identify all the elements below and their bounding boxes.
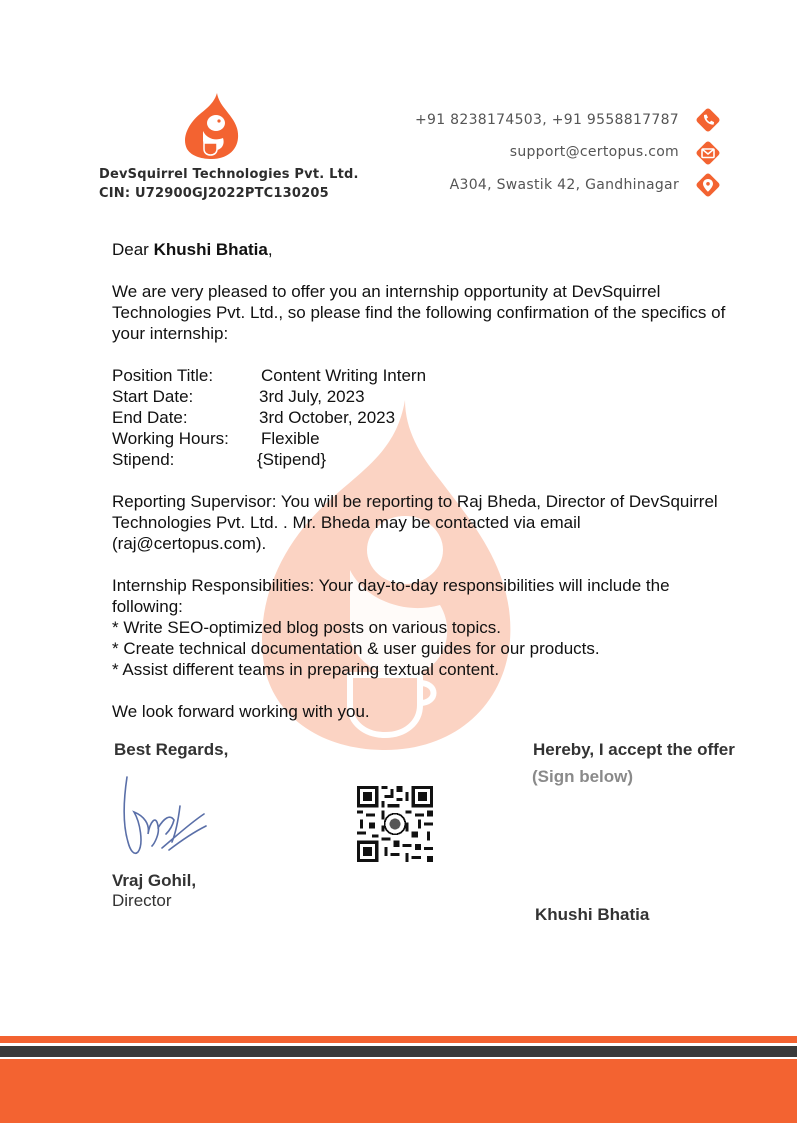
detail-value: {Stipend}	[257, 450, 327, 469]
contact-phone: +91 8238174503, +91 9558817787	[414, 112, 679, 128]
sign-below-text: (Sign below)	[532, 767, 634, 786]
footer-band	[0, 1059, 797, 1123]
location-icon	[694, 171, 722, 199]
internship-details	[112, 365, 732, 470]
footer-stripe-dark	[0, 1046, 797, 1057]
detail-value: 3rd October, 2023	[259, 408, 396, 427]
responsibilities-intro: Internship Responsibilities: Your day-to-day responsibilities will include the following:	[112, 576, 670, 616]
detail-start-date	[112, 386, 732, 407]
best-regards: Best Regards,	[114, 740, 229, 759]
mail-icon	[694, 139, 722, 167]
list-item: * Assist different teams in preparing textual content.	[112, 660, 500, 679]
detail-label: Working Hours:	[112, 429, 229, 448]
detail-value: Content Writing Intern	[261, 366, 427, 385]
list-item: * Write SEO-optimized blog posts on various topics.	[112, 618, 501, 637]
greeting	[112, 239, 732, 260]
acceptor-name: Khushi Bhatia	[535, 905, 650, 924]
detail-value: Flexible	[261, 429, 320, 448]
devsquirrel-logo-icon	[183, 93, 239, 159]
signer-title: Director	[112, 891, 172, 910]
phone-icon	[694, 106, 722, 134]
detail-label: End Date:	[112, 408, 188, 427]
supervisor-paragraph: Reporting Supervisor: You will be reporting to Raj Bheda, Director of DevSquirrel Technologies Pvt. Ltd. . Mr. Bheda may be contacted via email (raj@certopus.com).	[112, 492, 718, 553]
signature-image	[114, 772, 209, 860]
detail-working-hours	[112, 428, 732, 449]
closing-line: We look forward working with you.	[112, 702, 370, 721]
company-cin: CIN: U72900GJ2022PTC130205	[99, 186, 329, 201]
detail-end-date	[112, 407, 732, 428]
accept-offer-text: Hereby, I accept the offer	[533, 740, 735, 759]
detail-label: Stipend:	[112, 450, 175, 469]
recipient-name: Khushi Bhatia	[153, 240, 268, 259]
detail-stipend	[112, 449, 732, 470]
company-name: DevSquirrel Technologies Pvt. Ltd.	[99, 167, 359, 182]
qr-code-icon	[357, 786, 433, 862]
detail-label: Start Date:	[112, 387, 194, 406]
greeting-prefix: Dear	[112, 240, 154, 259]
signer-name: Vraj Gohil,	[112, 871, 197, 890]
detail-label: Position Title:	[112, 366, 214, 385]
responsibilities	[112, 575, 732, 680]
contact-email: support@certopus.com	[509, 144, 679, 160]
list-item: * Create technical documentation & user guides for our products.	[112, 639, 600, 658]
contact-address: A304, Swastik 42, Gandhinagar	[449, 177, 679, 193]
detail-position	[112, 365, 732, 386]
greeting-suffix: ,	[267, 240, 273, 259]
footer-stripe-thin	[0, 1036, 797, 1043]
intro-paragraph: We are very pleased to offer you an internship opportunity at DevSquirrel Technologies Pvt. Ltd., so please find the following confirmation of the specifics of your internship:	[112, 282, 726, 343]
detail-value: 3rd July, 2023	[259, 387, 365, 406]
